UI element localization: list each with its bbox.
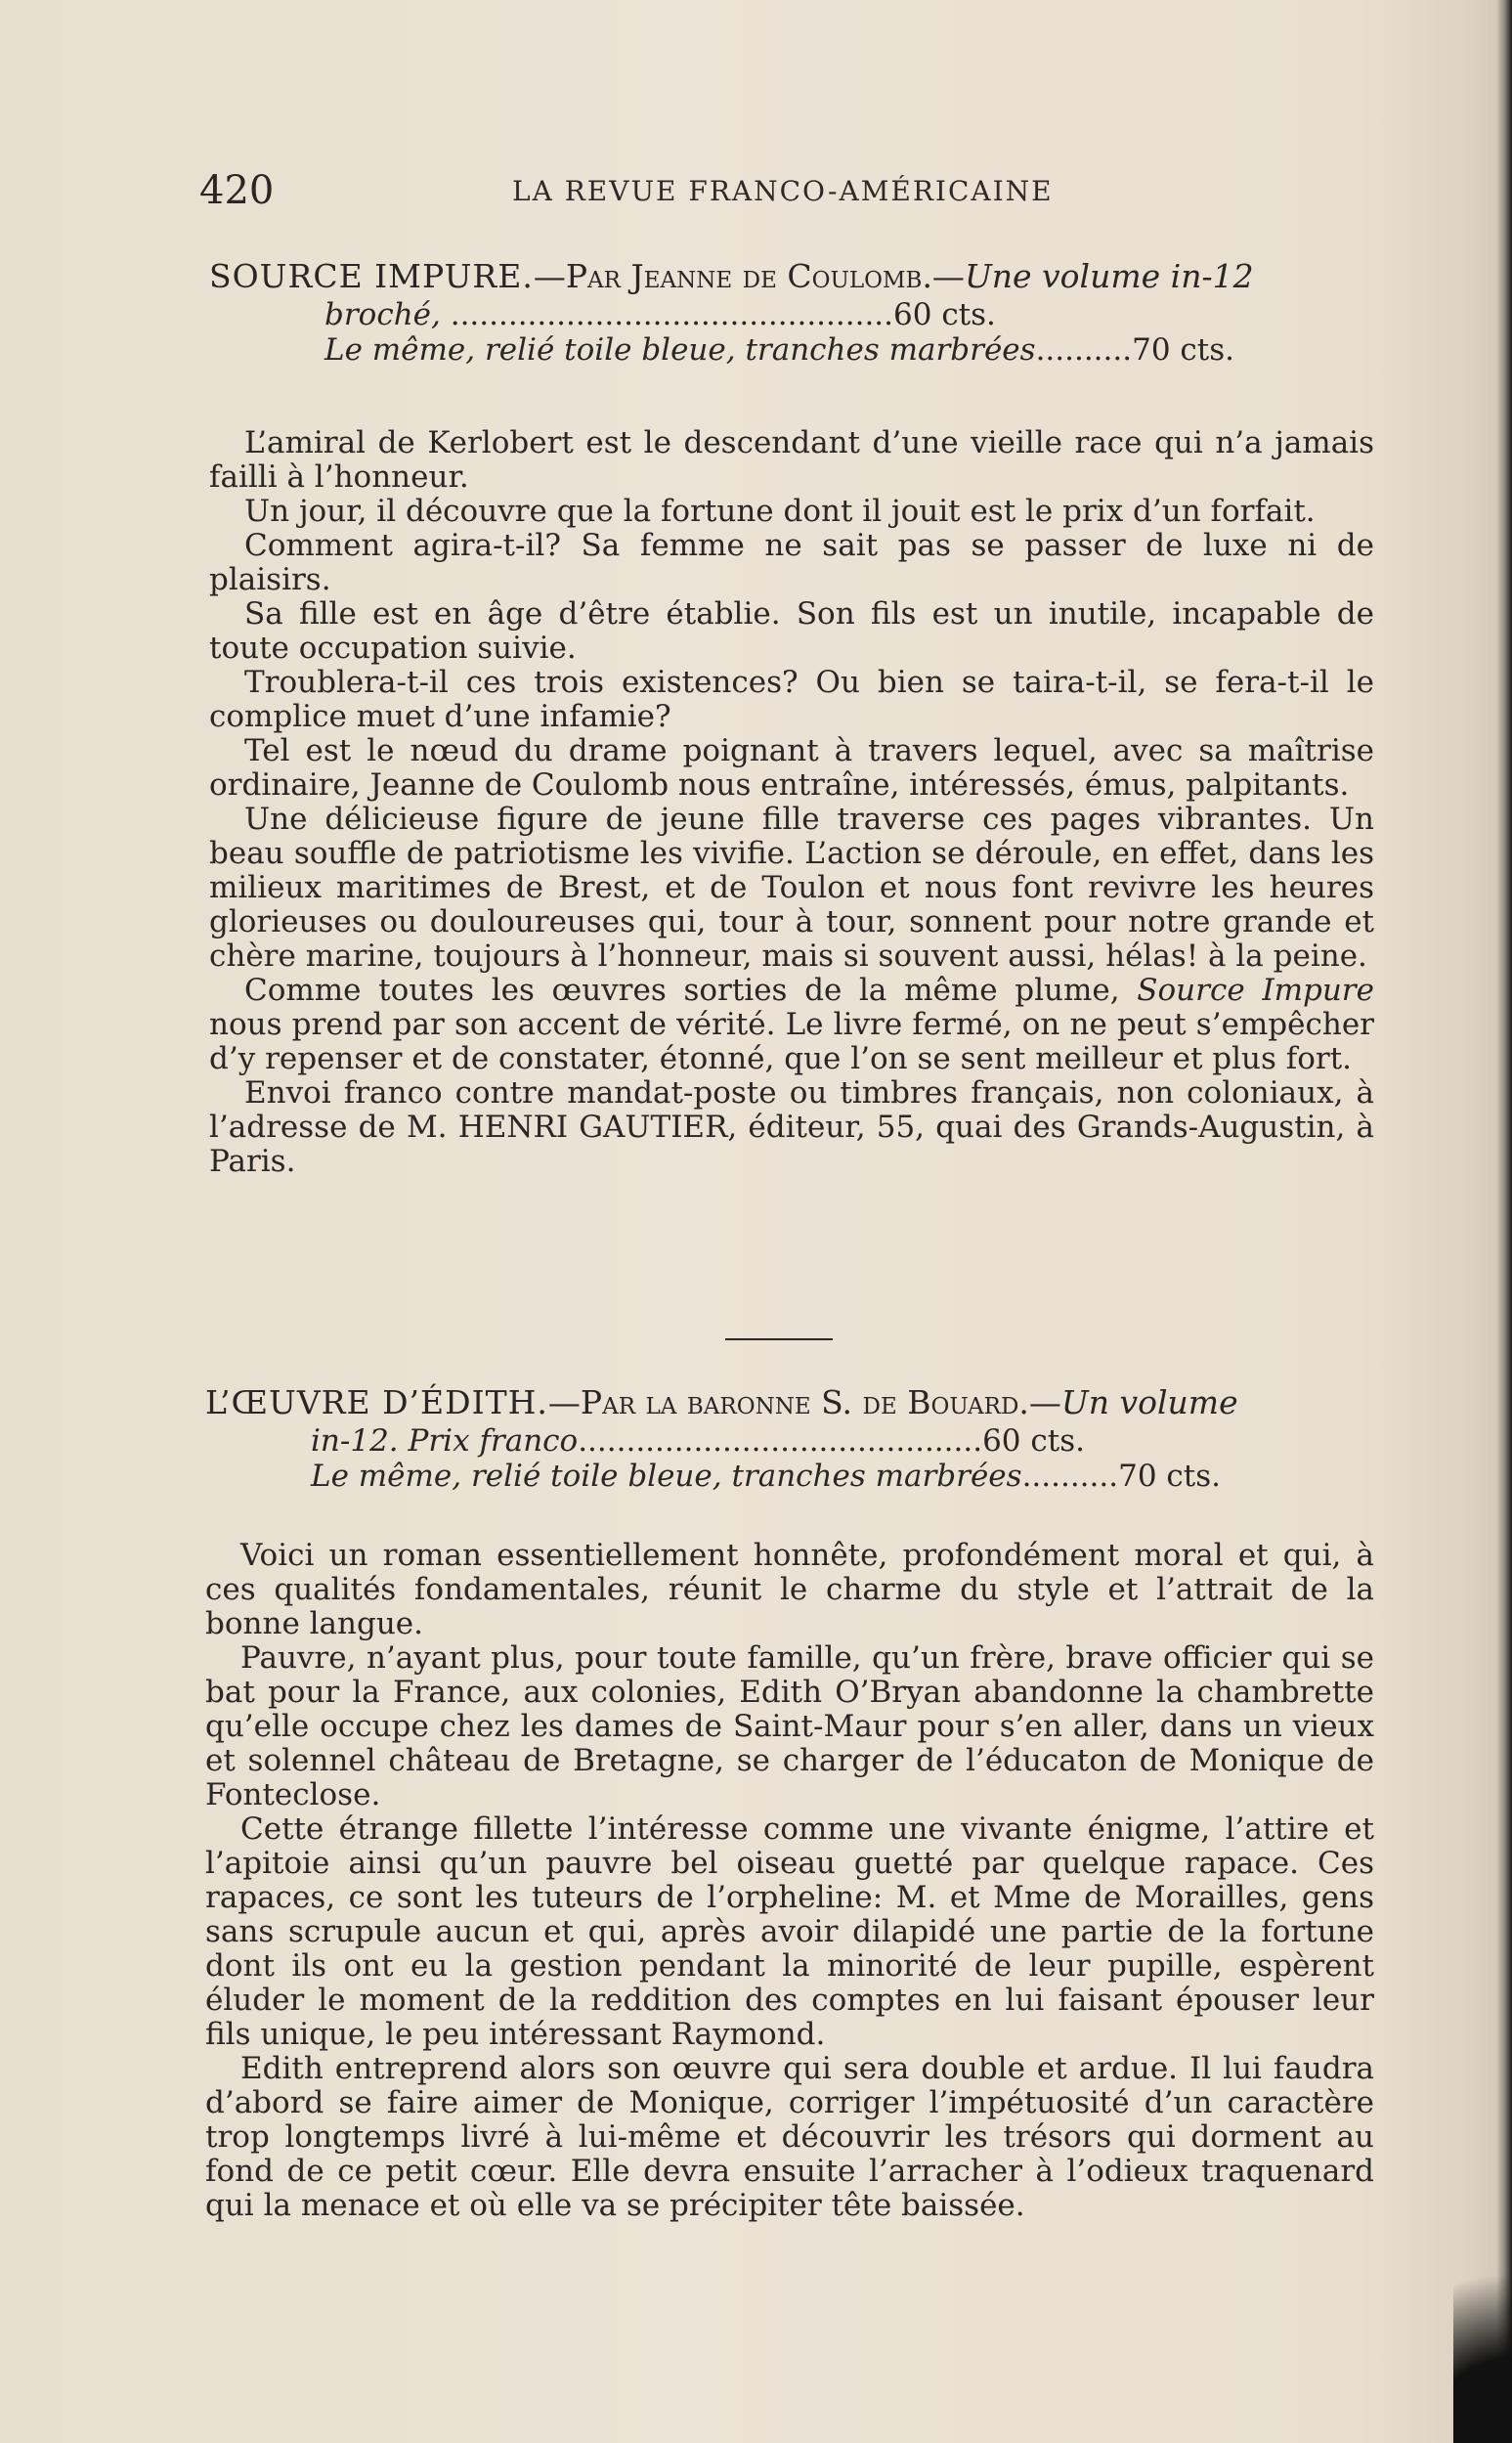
book-volume: Une volume in-12	[964, 257, 1254, 295]
book-author: S. de Bouard	[821, 1383, 1019, 1421]
heading-dash-2: .—	[922, 257, 965, 295]
book-volume: Un volume	[1060, 1383, 1238, 1421]
heading-dash-2: .—	[1018, 1383, 1061, 1421]
page-header	[199, 166, 1372, 215]
price-line	[324, 297, 1374, 332]
format-label: in-12. Prix franco	[311, 1423, 579, 1459]
paragraph: Edith entreprend alors son œuvre qui sera double et ardue. Il lui faudra d’abord se faire aimer de Monique, corriger l’impétuosité d’un caractère trop longtemps livré à lui-même et découvrir les trésors qui dorment au fond de ce petit cœur. Elle devra ensuite l’arracher à l’odieux traquenard qui la menace et où elle va se précipiter tête baissée.	[205, 2051, 1374, 2223]
paragraph: Voici un roman essentiellement honnête, profondément moral et qui, à ces qualités fondamentales, réunit le charme du style et l’attrait de la bonne langue.	[205, 1538, 1374, 1641]
book-title: L’ŒUVRE D’ÉDITH.	[205, 1383, 548, 1421]
section-divider	[725, 1338, 833, 1340]
heading-dash: —	[533, 257, 566, 295]
paragraph-text: nous prend par son accent de vérité. Le livre fermé, on ne peut s’empêcher d’y repenser et de constater, étonné, que l’on se sent meilleur et plus fort.	[209, 1007, 1374, 1076]
book-heading	[205, 1382, 1374, 1423]
review-text	[209, 426, 1374, 1179]
leader-dots: ..........................................	[578, 1423, 983, 1459]
by-label: Par la baronne	[580, 1383, 811, 1421]
review-text	[205, 1539, 1374, 2223]
paragraph: Un jour, il découvre que la fortune dont il jouit est le prix d’un forfait.	[244, 494, 1316, 529]
book-heading	[209, 256, 1374, 297]
book-author: Jeanne de Coulomb	[630, 257, 923, 295]
paragraph: Envoi franco contre mandat-poste ou timbres français, non coloniaux, à l’adresse de M. HENRI GAUTIER, éditeur, 55, quai des Grands-Augustin, à Paris.	[209, 1075, 1374, 1179]
paragraph: Tel est le nœud du drame poignant à travers lequel, avec sa maîtrise ordinaire, Jeanne de Coulomb nous entraîne, intéressés, émus, palpitants.	[209, 733, 1374, 803]
price-line	[311, 1423, 1374, 1459]
format-label: broché,	[324, 297, 441, 332]
paragraph-text: Comme toutes les œuvres sorties de la même plume,	[244, 973, 1120, 1008]
heading-dash: —	[547, 1383, 581, 1421]
review-source-impure	[209, 256, 1374, 1179]
paragraph: L’amiral de Kerlobert est le descendant d’une vieille race qui n’a jamais failli à l’honneur.	[209, 425, 1374, 495]
paragraph: Troublera-t-il ces trois existences? Ou bien se taira-t-il, se fera-t-il le complice muet d’une infamie?	[209, 665, 1374, 734]
leader-dots: ..........	[1021, 1459, 1119, 1494]
review-oeuvre-edith	[205, 1382, 1374, 2223]
price: 60 cts.	[982, 1423, 1085, 1459]
format-label: Le même, relié toile bleue, tranches marbrées	[311, 1459, 1022, 1494]
page-corner-shadow	[1453, 2208, 1512, 2443]
price: 70 cts.	[1132, 332, 1234, 368]
running-title: LA REVUE FRANCO-AMÉRICAINE	[512, 175, 1054, 207]
page-edge-shadow	[1496, 0, 1512, 2443]
page-number: 420	[199, 168, 275, 213]
price-line	[324, 332, 1374, 368]
book-title: SOURCE IMPURE.	[209, 257, 534, 295]
paragraph: Une délicieuse figure de jeune fille traverse ces pages vibrantes. Un beau souffle de patriotisme les vivifie. L’action se déroule, en effet, dans les milieux maritimes de Brest, et de Toulon et nous font revivre les heures glorieuses ou douloureuses qui, tour à tour, sonnent pour notre grande et chère marine, toujours à l’honneur, mais si souvent aussi, hélas! à la peine.	[209, 802, 1374, 974]
paragraph: Pauvre, n’ayant plus, pour toute famille, qu’un frère, brave officier qui se bat pour la France, aux colonies, Edith O’Bryan abandonne la chambrette qu’elle occupe chez les dames de Saint-Maur pour s’en aller, dans un vieux et solennel château de Bretagne, se charger de l’éducaton de Monique de Fonteclose.	[205, 1640, 1374, 1812]
format-label: Le même, relié toile bleue, tranches marbrées	[324, 332, 1036, 368]
price-line	[311, 1459, 1374, 1494]
paragraph: Comment agira-t-il? Sa femme ne sait pas se passer de luxe ni de plaisirs.	[209, 528, 1374, 597]
price: 70 cts.	[1118, 1459, 1221, 1494]
leader-dots: ..........	[1035, 332, 1133, 368]
book-title-italic: Source Impure	[1137, 973, 1374, 1008]
by-label: Par	[565, 257, 621, 295]
price: 60 cts.	[893, 297, 996, 332]
paragraph	[209, 974, 1374, 1076]
paragraph: Sa fille est en âge d’être établie. Son fils est un inutile, incapable de toute occupation suivie.	[209, 596, 1374, 666]
paragraph: Cette étrange fillette l’intéresse comme une vivante énigme, l’attire et l’apitoie ainsi qu’un pauvre bel oiseau guetté par quelque rapace. Ces rapaces, ce sont les tuteurs de l’orpheline: M. et Mme de Morailles, gens sans scrupule aucun et qui, après avoir dilapidé une partie de la fortune dont ils ont eu la gestion pendant la minorité de leur pupille, espèrent éluder le moment de la reddition des comptes en lui faisant épouser leur fils unique, le peu intéressant Raymond.	[205, 1811, 1374, 2052]
leader-dots: ..............................................	[450, 297, 894, 332]
